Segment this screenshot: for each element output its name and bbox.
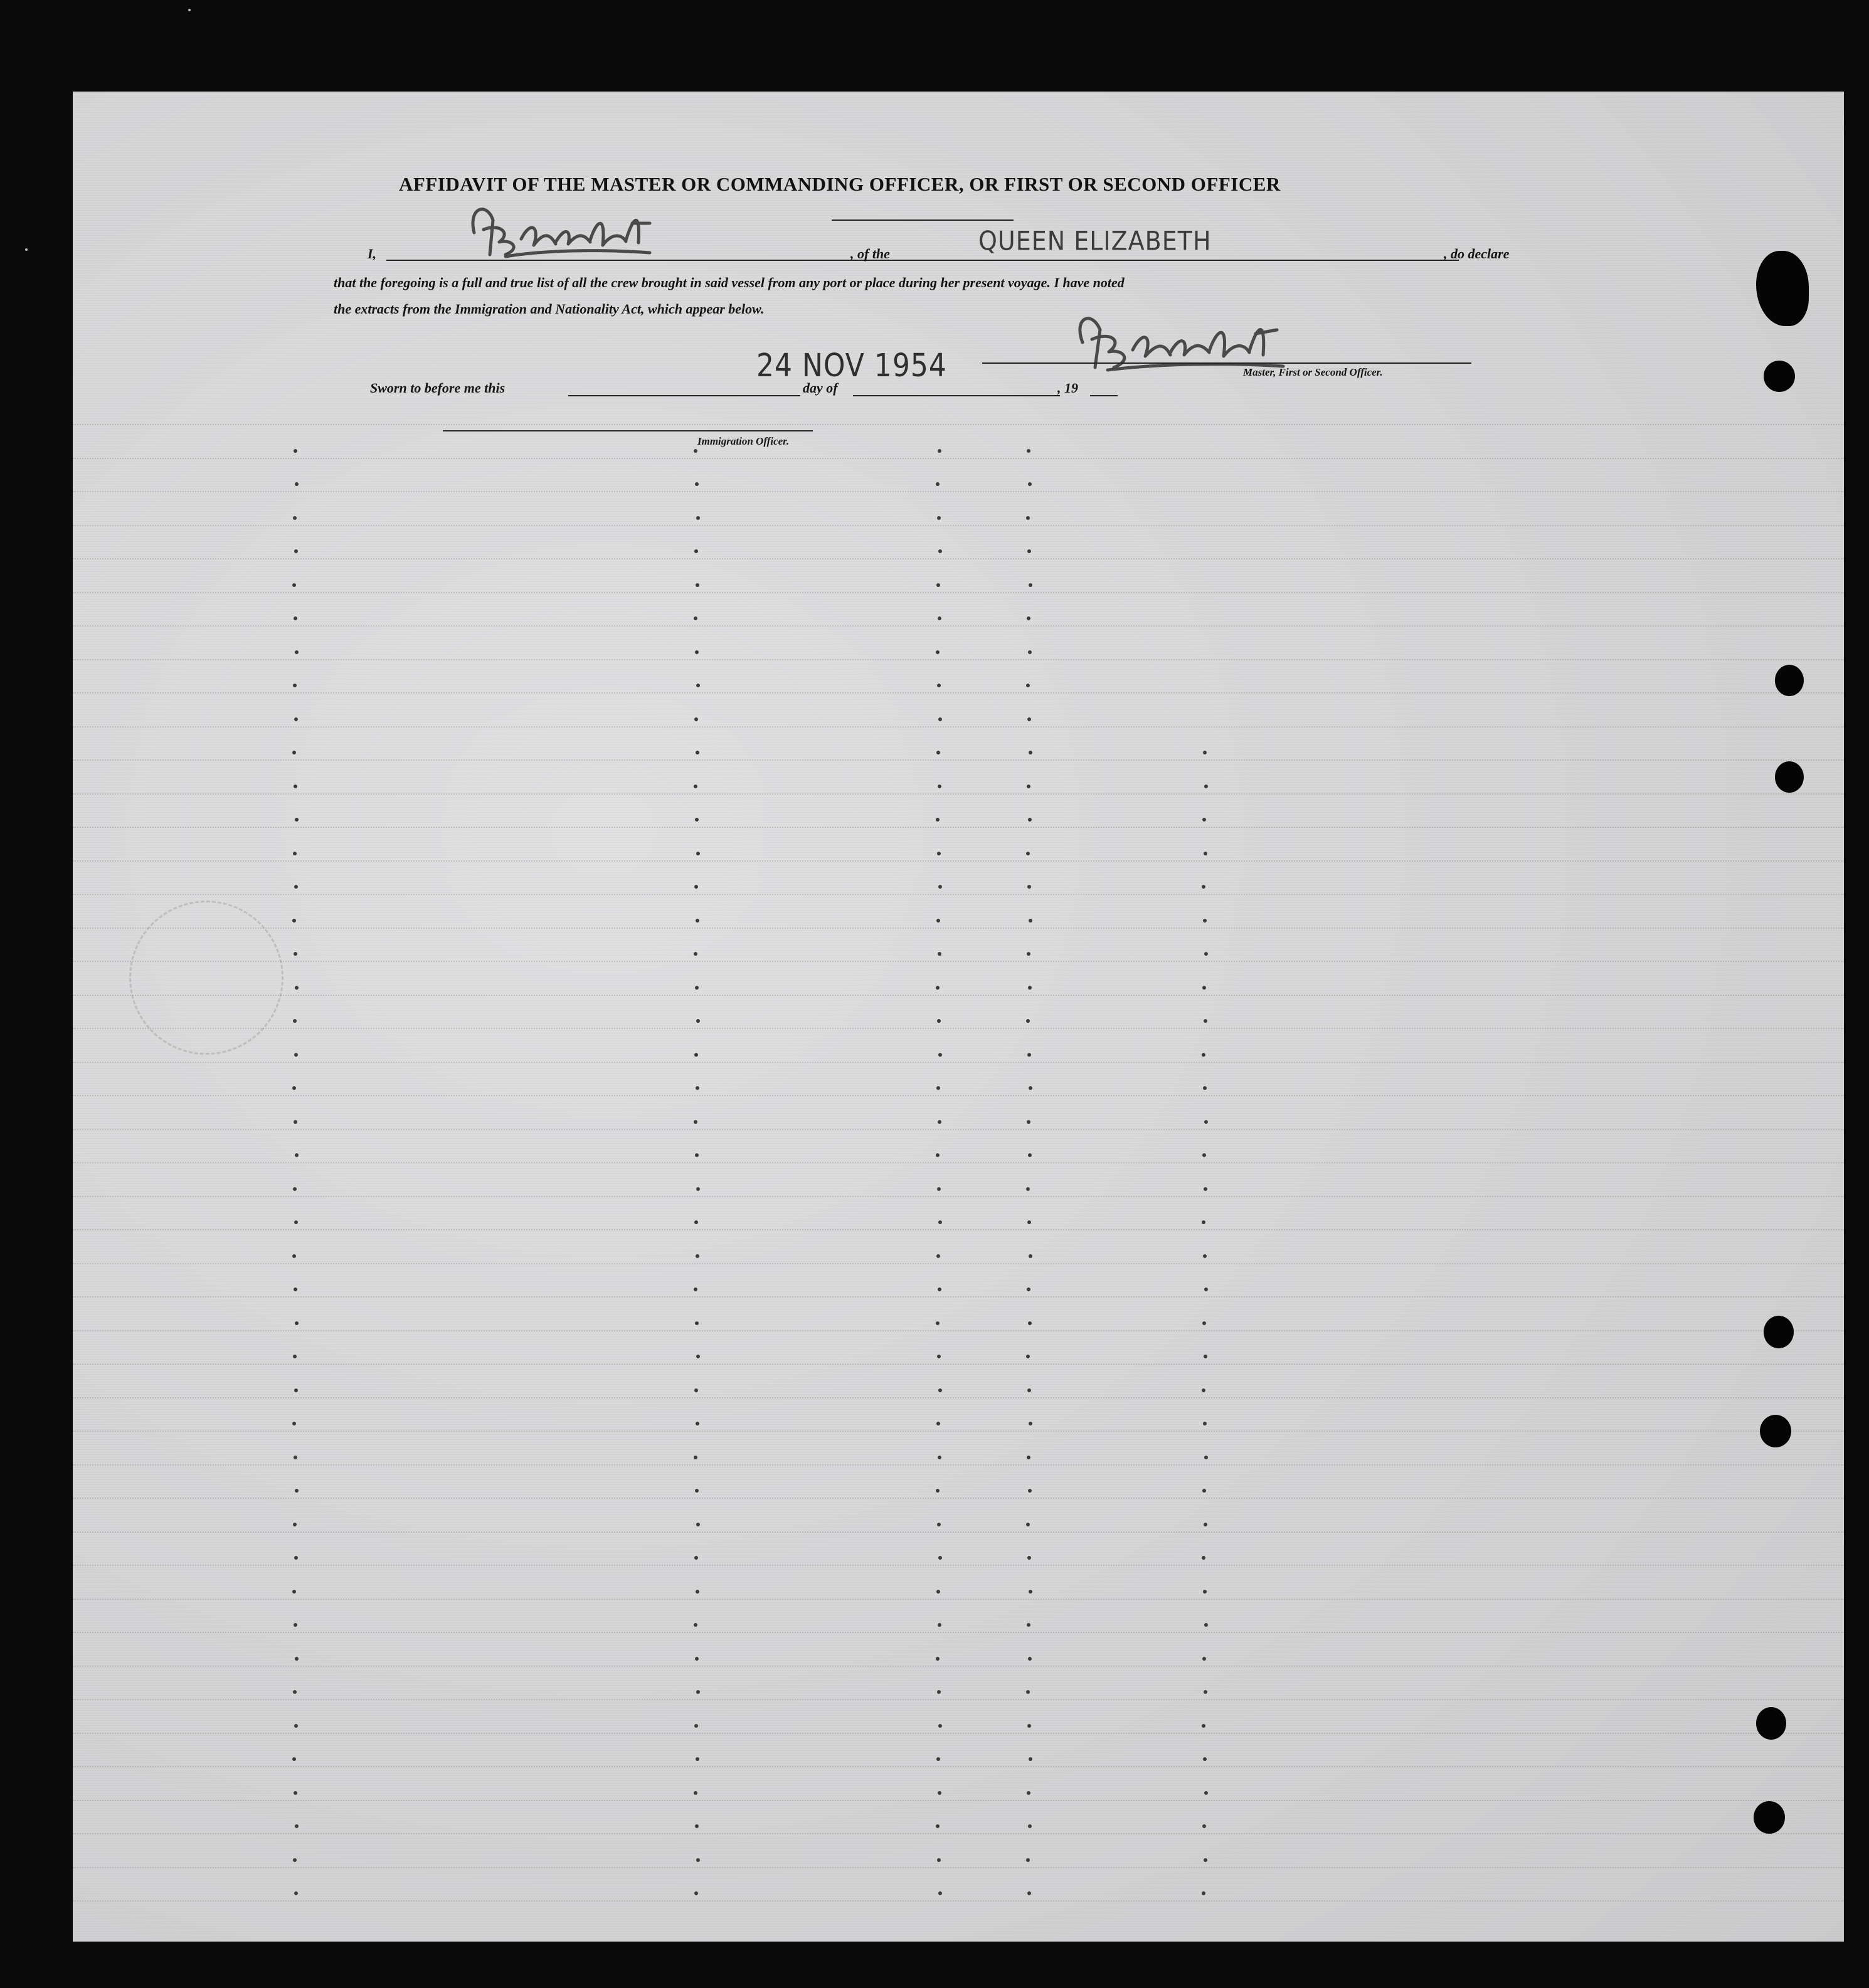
sworn-month-blank	[853, 395, 1060, 396]
dot-leader	[1202, 1321, 1206, 1325]
dot-leader	[1204, 952, 1208, 956]
dot-leader	[937, 1187, 941, 1191]
dot-leader	[1027, 885, 1031, 889]
dot-leader	[1029, 1254, 1032, 1258]
dot-leader	[1203, 1254, 1207, 1258]
vessel-name-stamp: QUEEN ELIZABETH	[978, 225, 1212, 256]
punch-hole-icon	[1764, 1316, 1794, 1348]
dot-leader	[295, 1489, 299, 1493]
immigration-officer-label: Immigration Officer.	[697, 435, 790, 447]
bleed-through-rule	[73, 928, 1844, 929]
dot-leader	[937, 684, 941, 687]
bleed-through-rule	[73, 1263, 1844, 1264]
dot-leader	[1027, 1724, 1031, 1728]
dot-leader	[696, 1187, 700, 1191]
dot-leader	[1202, 1724, 1205, 1728]
scan-speck	[188, 9, 191, 11]
dot-leader	[1202, 1388, 1205, 1392]
dot-leader	[936, 1422, 940, 1425]
punch-hole-icon	[1756, 1707, 1786, 1740]
dot-leader	[1204, 1523, 1207, 1526]
dot-leader	[292, 1422, 296, 1425]
dot-leader	[1204, 1187, 1207, 1191]
dot-leader	[694, 549, 698, 553]
dot-leader	[292, 1590, 296, 1594]
master-officer-label: Master, First or Second Officer.	[1243, 366, 1383, 378]
dot-leader	[293, 1355, 297, 1358]
dot-leader	[1204, 1791, 1208, 1795]
sworn-day-of: day of	[803, 380, 838, 396]
dot-leader	[1028, 1489, 1032, 1493]
dot-leader	[694, 1891, 698, 1895]
dot-leader	[936, 1321, 940, 1325]
dot-leader	[294, 449, 297, 453]
dot-leader	[1202, 1556, 1205, 1560]
dot-leader	[1029, 583, 1032, 587]
dot-leader	[294, 885, 298, 889]
bleed-through-rule	[73, 894, 1844, 895]
dot-leader	[1202, 986, 1206, 990]
dot-leader	[936, 751, 940, 754]
dot-leader	[1027, 449, 1030, 453]
dot-leader	[1202, 1153, 1206, 1157]
dot-leader	[696, 684, 700, 687]
dot-leader	[1028, 986, 1032, 990]
dot-leader	[695, 1489, 699, 1493]
bleed-through-rule	[73, 558, 1844, 559]
dot-leader	[695, 1321, 699, 1325]
bleed-through-rule	[73, 1565, 1844, 1566]
dot-leader	[696, 1523, 700, 1526]
dot-leader	[294, 549, 298, 553]
sworn-day-blank	[568, 395, 800, 396]
dot-leader	[1202, 1053, 1205, 1057]
dot-leader	[938, 952, 941, 956]
dot-leader	[1027, 1120, 1030, 1124]
dot-leader	[1203, 1422, 1207, 1425]
dot-leader	[938, 885, 942, 889]
dot-leader	[295, 818, 299, 822]
dot-leader	[696, 1019, 700, 1023]
dot-leader	[1027, 952, 1030, 956]
dot-leader	[293, 684, 297, 687]
dot-leader	[1028, 650, 1032, 654]
dot-leader	[294, 1456, 297, 1459]
dot-leader	[1204, 1623, 1208, 1627]
dot-leader	[936, 1757, 940, 1761]
dot-leader	[1026, 1690, 1030, 1694]
scan-speck	[25, 248, 28, 251]
dot-leader	[696, 1422, 699, 1425]
punch-hole-icon	[1775, 761, 1804, 793]
dot-leader	[695, 1824, 699, 1828]
document-page	[73, 92, 1844, 1942]
dot-leader	[1029, 1422, 1032, 1425]
dot-leader	[294, 952, 297, 956]
dot-leader	[1026, 516, 1030, 520]
dot-leader	[938, 1623, 941, 1627]
vessel-name-blank	[926, 260, 1459, 261]
dot-leader	[295, 1657, 299, 1661]
dot-leader	[938, 1456, 941, 1459]
dot-leader	[1028, 482, 1032, 486]
dot-leader	[938, 1556, 942, 1560]
dot-leader	[1026, 684, 1030, 687]
dot-leader	[936, 1153, 940, 1157]
dot-leader	[294, 1724, 298, 1728]
dot-leader	[694, 1053, 698, 1057]
dot-leader	[695, 818, 699, 822]
dot-leader	[1027, 717, 1031, 721]
dot-leader	[1203, 1086, 1207, 1090]
dot-leader	[1027, 1220, 1031, 1224]
vessel-name-top-rule	[832, 219, 1014, 221]
bleed-through-rule	[73, 1162, 1844, 1163]
faint-seal-impression	[129, 901, 283, 1055]
master-signature-1	[462, 195, 669, 264]
bleed-through-rule	[73, 793, 1844, 795]
dot-leader	[294, 1623, 297, 1627]
dot-leader	[696, 1757, 699, 1761]
dot-leader	[936, 583, 940, 587]
dot-leader	[936, 1086, 940, 1090]
dot-leader	[1029, 1086, 1032, 1090]
dot-leader	[1204, 1355, 1207, 1358]
dot-leader	[293, 1019, 297, 1023]
dot-leader	[936, 482, 940, 486]
affidavit-of-the: , of the	[850, 246, 890, 262]
dot-leader	[1027, 549, 1031, 553]
punch-hole-icon	[1760, 1415, 1791, 1447]
dot-leader	[938, 785, 941, 788]
bleed-through-rule	[73, 1296, 1844, 1298]
bleed-through-rule	[73, 1699, 1844, 1700]
dot-leader	[1202, 1220, 1205, 1224]
dot-leader	[1202, 1891, 1205, 1895]
dot-leader	[694, 717, 698, 721]
dot-leader	[938, 1891, 942, 1895]
bleed-through-rule	[73, 1028, 1844, 1029]
dot-leader	[295, 986, 299, 990]
dot-leader	[696, 1590, 699, 1594]
dot-leader	[938, 1388, 942, 1392]
bleed-through-rule	[73, 1498, 1844, 1499]
dot-leader	[694, 1287, 697, 1291]
sworn-year-blank	[1090, 395, 1118, 396]
dot-leader	[1027, 1388, 1031, 1392]
dot-leader	[936, 1489, 940, 1493]
dot-leader	[294, 1388, 298, 1392]
dot-leader	[294, 1287, 297, 1291]
bleed-through-rule	[73, 1867, 1844, 1868]
dot-leader	[1203, 919, 1207, 923]
dot-leader	[937, 1858, 941, 1862]
bleed-through-rule	[73, 961, 1844, 962]
dot-leader	[292, 1254, 296, 1258]
dot-leader	[696, 751, 699, 754]
dot-leader	[292, 919, 296, 923]
dot-leader	[1203, 1757, 1207, 1761]
dot-leader	[1204, 1690, 1207, 1694]
bleed-through-rule	[73, 726, 1844, 727]
bleed-through-rule	[73, 1531, 1844, 1533]
dot-leader	[938, 549, 942, 553]
dot-leader	[1026, 1858, 1030, 1862]
dot-leader	[1028, 1153, 1032, 1157]
dot-leader	[937, 852, 941, 855]
dot-leader	[694, 449, 697, 453]
dot-leader	[1027, 1053, 1031, 1057]
dot-leader	[938, 1724, 942, 1728]
dot-leader	[696, 1690, 700, 1694]
dot-leader	[294, 785, 297, 788]
sworn-prefix: Sworn to before me this	[370, 380, 506, 396]
dot-leader	[694, 1220, 698, 1224]
dot-leader	[694, 952, 697, 956]
dot-leader	[936, 919, 940, 923]
bleed-through-rule	[73, 1430, 1844, 1432]
dot-leader	[938, 1053, 942, 1057]
dot-leader	[694, 1623, 697, 1627]
dot-leader	[293, 1690, 297, 1694]
dot-leader	[1202, 818, 1206, 822]
master-signature-line	[982, 362, 1471, 364]
dot-leader	[294, 1053, 298, 1057]
dot-leader	[696, 1086, 699, 1090]
affidavit-line1-prefix: I,	[368, 246, 377, 262]
bleed-through-rule	[73, 1229, 1844, 1230]
bleed-through-rule	[73, 1330, 1844, 1331]
dot-leader	[1204, 852, 1207, 855]
dot-leader	[1028, 818, 1032, 822]
bleed-through-rule	[73, 1095, 1844, 1096]
dot-leader	[1203, 1590, 1207, 1594]
dot-leader	[694, 785, 697, 788]
dot-leader	[936, 986, 940, 990]
sworn-year: , 19	[1057, 380, 1078, 396]
dot-leader	[936, 1590, 940, 1594]
bleed-through-rule	[73, 491, 1844, 492]
dot-leader	[695, 1657, 699, 1661]
bleed-through-rule	[73, 1599, 1844, 1600]
bleed-through-rule	[73, 1397, 1844, 1398]
dot-leader	[937, 1523, 941, 1526]
dot-leader	[292, 1086, 296, 1090]
dot-leader	[295, 1824, 299, 1828]
bleed-through-rule	[73, 1733, 1844, 1734]
dot-leader	[694, 885, 698, 889]
dot-leader	[1204, 785, 1208, 788]
bleed-through-rule	[73, 1632, 1844, 1633]
dot-leader	[1204, 1120, 1208, 1124]
bleed-through-rule	[73, 1800, 1844, 1801]
dot-leader	[695, 1153, 699, 1157]
dot-leader	[1202, 1824, 1206, 1828]
dot-leader	[1202, 885, 1205, 889]
dot-leader	[1026, 1523, 1030, 1526]
dot-leader	[694, 616, 697, 620]
dot-leader	[1202, 1489, 1206, 1493]
dot-leader	[1029, 1590, 1032, 1594]
bleed-through-rule	[73, 625, 1844, 627]
dot-leader	[1029, 1757, 1032, 1761]
sworn-date-stamp: 24 NOV 1954	[756, 347, 947, 384]
dot-leader	[294, 1556, 298, 1560]
immigration-officer-line	[443, 430, 813, 431]
dot-leader	[936, 650, 940, 654]
bleed-through-rule	[73, 1900, 1844, 1901]
bleed-through-rule	[73, 827, 1844, 828]
dot-leader	[1204, 1019, 1207, 1023]
bleed-through-rule	[73, 1062, 1844, 1063]
bleed-through-rule	[73, 1363, 1844, 1365]
bleed-through-rule	[73, 1129, 1844, 1130]
bleed-through-rule	[73, 1196, 1844, 1197]
dot-leader	[938, 616, 941, 620]
dot-leader	[294, 1120, 297, 1124]
dot-leader	[1027, 785, 1030, 788]
dot-leader	[936, 818, 940, 822]
dot-leader	[1029, 919, 1032, 923]
dot-leader	[1027, 616, 1030, 620]
dot-leader	[696, 1858, 700, 1862]
affidavit-line2: that the foregoing is a full and true list of all the crew brought in said vessel from any port or place during her present voyage. I have noted	[334, 275, 1125, 290]
dot-leader	[694, 1556, 698, 1560]
dot-leader	[1027, 1623, 1030, 1627]
dot-leader	[293, 1187, 297, 1191]
bleed-through-rule	[73, 592, 1844, 593]
dot-leader	[1028, 1657, 1032, 1661]
dot-leader	[1027, 1456, 1030, 1459]
dot-leader	[1204, 1287, 1208, 1291]
dot-leader	[294, 717, 298, 721]
dot-leader	[1027, 1287, 1030, 1291]
dot-leader	[937, 516, 941, 520]
dot-leader	[938, 1120, 941, 1124]
dot-leader	[695, 650, 699, 654]
dot-leader	[694, 1724, 698, 1728]
dot-leader	[295, 1153, 299, 1157]
punch-hole-icon	[1775, 665, 1804, 696]
dot-leader	[937, 1355, 941, 1358]
dot-leader	[696, 852, 700, 855]
dot-leader	[694, 1456, 697, 1459]
bleed-through-rule	[73, 860, 1844, 862]
punch-hole-icon	[1754, 1801, 1785, 1834]
bleed-through-rule	[73, 525, 1844, 526]
dot-leader	[696, 1254, 699, 1258]
dot-leader	[938, 1791, 941, 1795]
dot-leader	[294, 1220, 298, 1224]
dot-leader	[293, 516, 297, 520]
dot-leader	[938, 1287, 941, 1291]
bleed-through-rule	[73, 1464, 1844, 1466]
dot-leader	[292, 751, 296, 754]
dot-leader	[1202, 1657, 1206, 1661]
dot-leader	[938, 717, 942, 721]
dot-leader	[695, 482, 699, 486]
dot-leader	[694, 1388, 698, 1392]
dot-leader	[696, 583, 699, 587]
dot-leader	[292, 1757, 296, 1761]
dot-leader	[294, 1891, 298, 1895]
bleed-through-rule	[73, 659, 1844, 660]
dot-leader	[293, 852, 297, 855]
dot-leader	[936, 1824, 940, 1828]
dot-leader	[295, 650, 299, 654]
affidavit-do-declare: , do declare	[1444, 246, 1510, 262]
dot-leader	[294, 1791, 297, 1795]
dot-leader	[1027, 1791, 1030, 1795]
dot-leader	[938, 449, 941, 453]
dot-leader	[937, 1019, 941, 1023]
dot-leader	[1029, 751, 1032, 754]
dot-leader	[936, 1657, 940, 1661]
affidavit-line3: the extracts from the Immigration and Nationality Act, which appear below.	[334, 301, 765, 317]
dot-leader	[293, 1858, 297, 1862]
dot-leader	[938, 1220, 942, 1224]
dot-leader	[295, 1321, 299, 1325]
dot-leader	[1027, 1891, 1031, 1895]
dot-leader	[1026, 1019, 1030, 1023]
dot-leader	[694, 1791, 697, 1795]
dot-leader	[293, 1523, 297, 1526]
affidavit-heading: AFFIDAVIT OF THE MASTER OR COMMANDING OFFICER, OR FIRST OR SECOND OFFICER	[399, 173, 1281, 195]
dot-leader	[696, 1355, 700, 1358]
dot-leader	[694, 1120, 697, 1124]
dot-leader	[695, 986, 699, 990]
dot-leader	[1028, 1321, 1032, 1325]
bleed-through-rule	[73, 1666, 1844, 1667]
bleed-through-rule	[73, 1766, 1844, 1767]
dot-leader	[696, 919, 699, 923]
dot-leader	[936, 1254, 940, 1258]
dot-leader	[292, 583, 296, 587]
punch-hole-icon	[1764, 361, 1795, 392]
dot-leader	[295, 482, 299, 486]
dot-leader	[696, 516, 700, 520]
dot-leader	[1026, 852, 1030, 855]
dot-leader	[937, 1690, 941, 1694]
dot-leader	[294, 616, 297, 620]
dot-leader	[1026, 1187, 1030, 1191]
bleed-through-rule	[73, 1833, 1844, 1834]
dot-leader	[1026, 1355, 1030, 1358]
dot-leader	[1204, 1456, 1208, 1459]
bleed-through-rule	[73, 692, 1844, 694]
bleed-through-rule	[73, 759, 1844, 761]
dot-leader	[1204, 1858, 1207, 1862]
dot-leader	[1203, 751, 1207, 754]
dot-leader	[1027, 1556, 1031, 1560]
dot-leader	[1028, 1824, 1032, 1828]
bleed-through-rule	[73, 424, 1844, 425]
bleed-through-rule	[73, 458, 1844, 459]
bleed-through-rule	[73, 995, 1844, 996]
